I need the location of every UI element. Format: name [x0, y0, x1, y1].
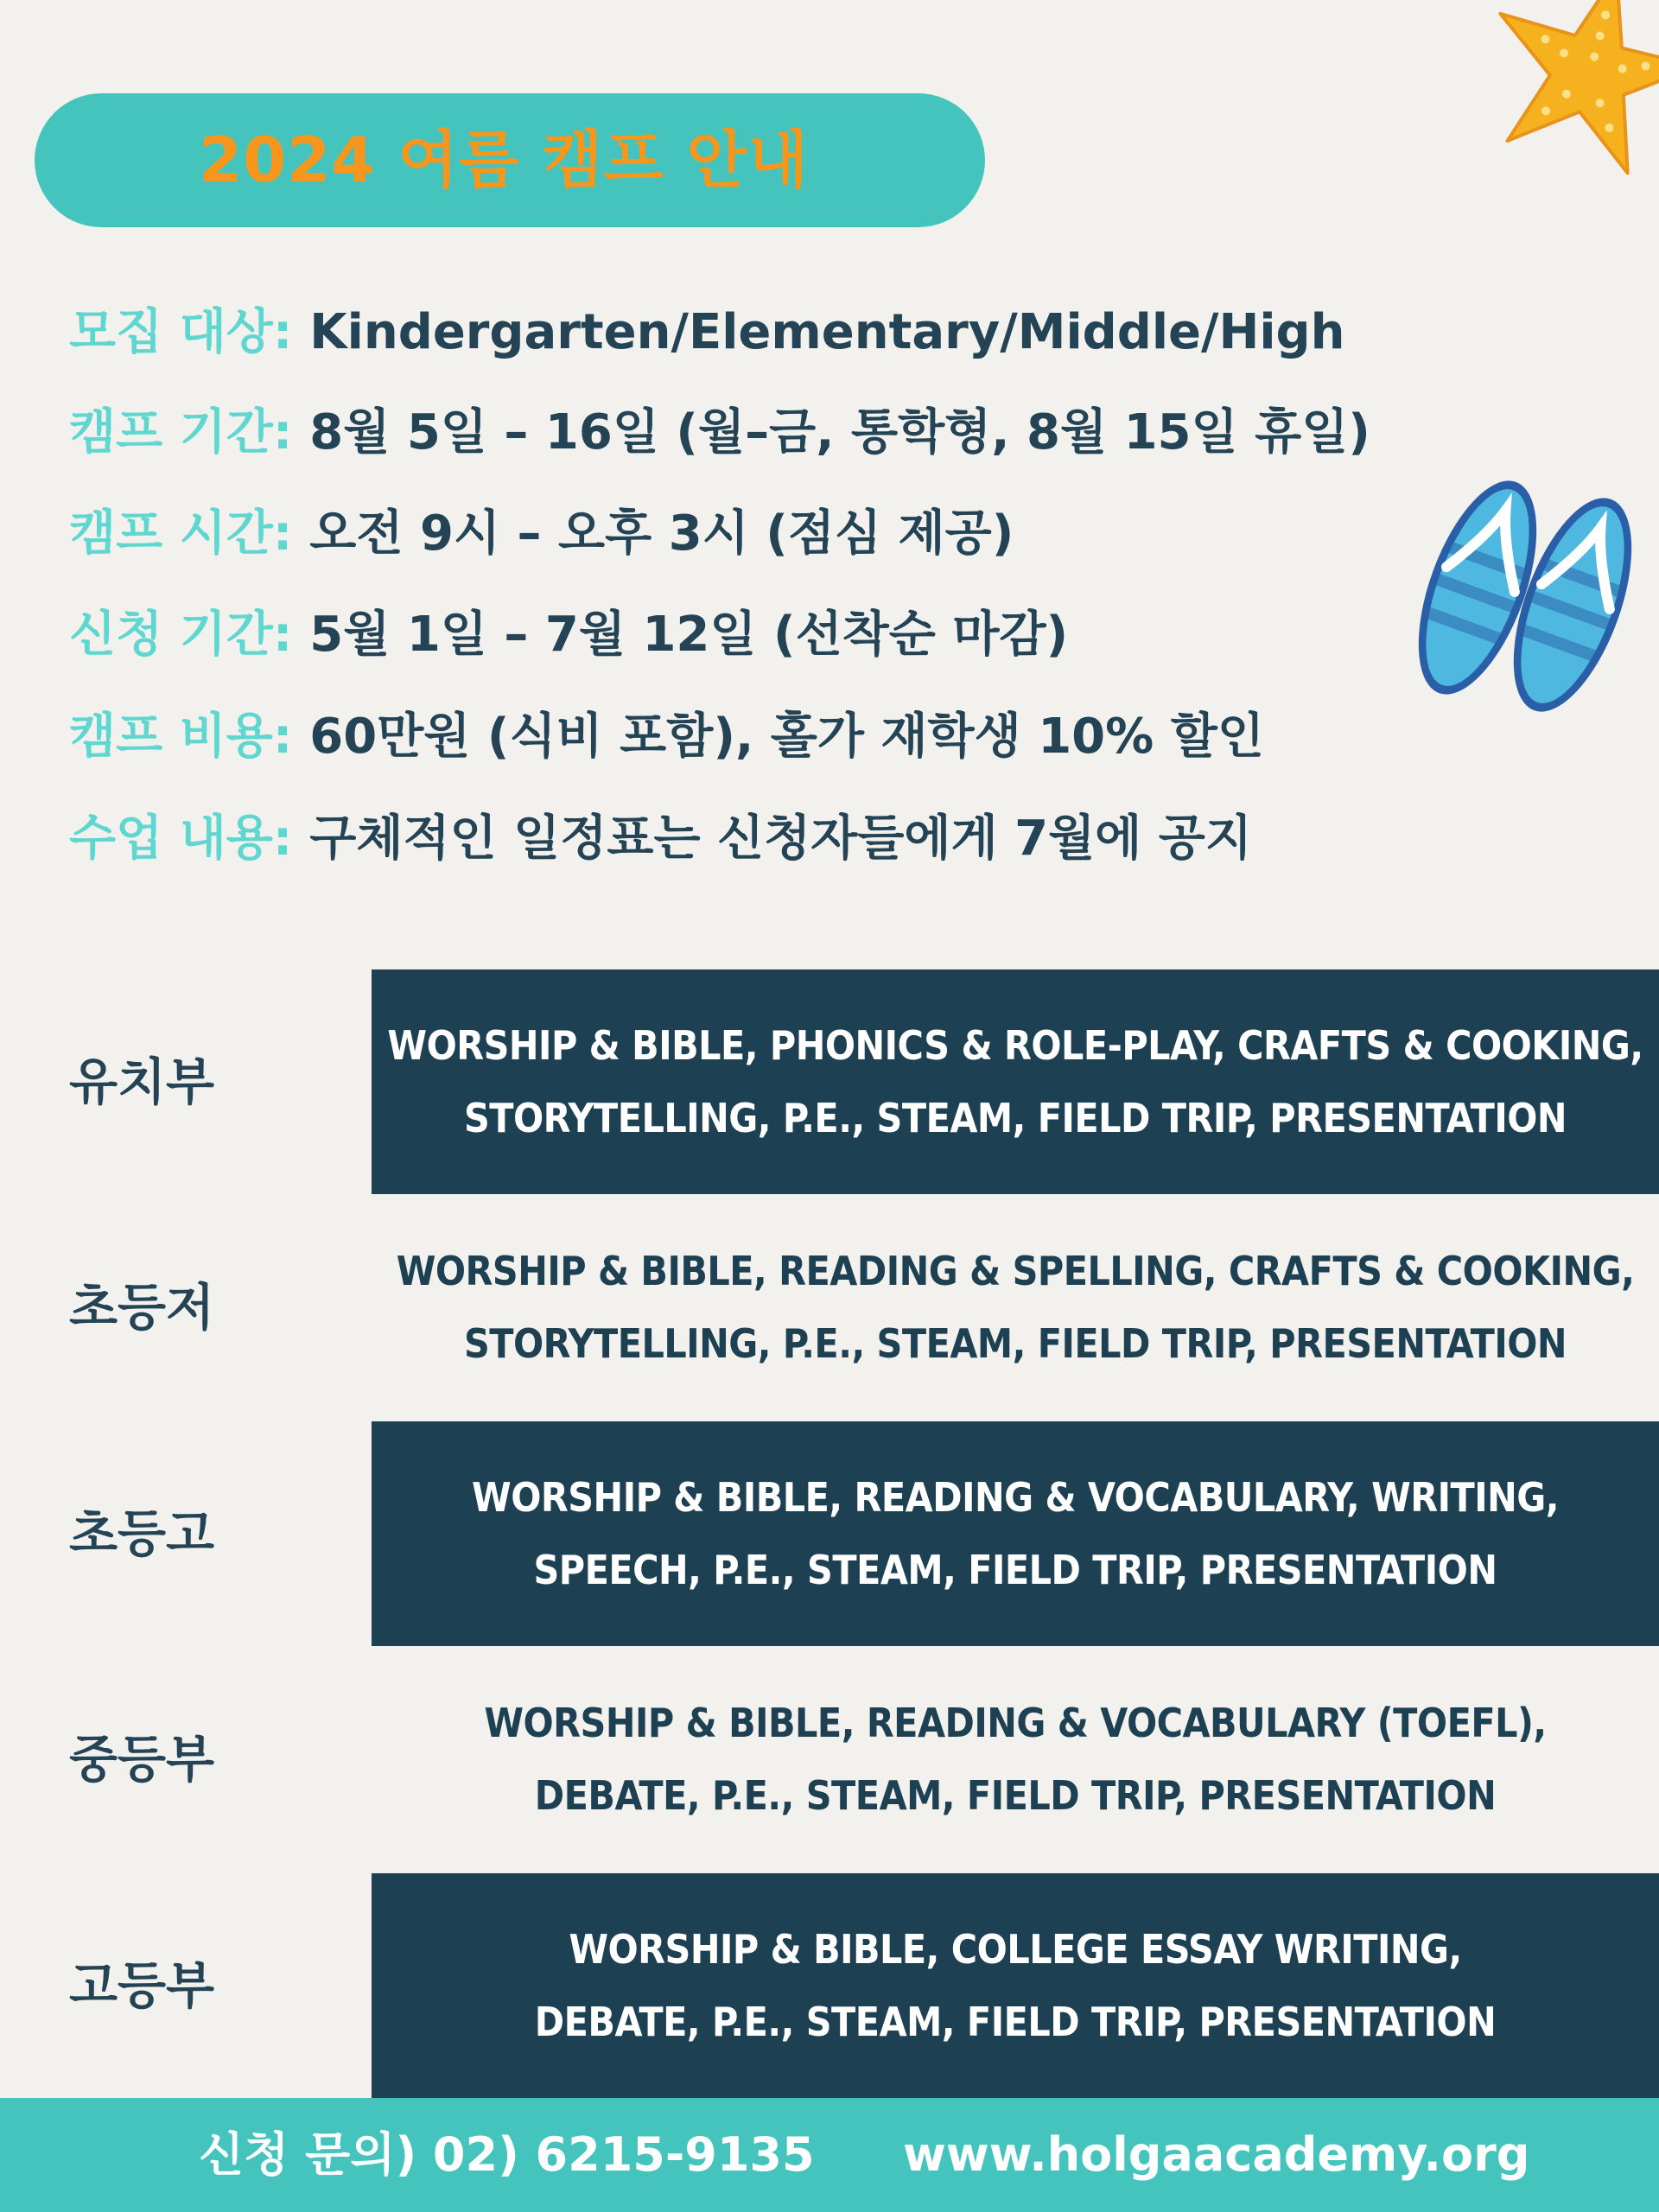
footer-bar [0, 2098, 1659, 2212]
department-row-upper-elementary [0, 1421, 1659, 1646]
department-row-high [0, 1873, 1659, 2098]
info-value: 구체적인 일정표는 신청자들에게 7월에 공지 [309, 810, 1252, 867]
curriculum-line: SPEECH, P.E., STEAM, FIELD TRIP, PRESENTATION [533, 1547, 1497, 1593]
info-label: 캠프 비용: [69, 709, 293, 765]
department-name: 유치부 [69, 1052, 215, 1111]
info-label: 캠프 시간: [69, 505, 293, 562]
page-title: 2024 여름 캠프 안내 [199, 124, 809, 196]
department-curriculum [372, 969, 1659, 1194]
department-curriculum [372, 1195, 1659, 1420]
curriculum-line: DEBATE, P.E., STEAM, FIELD TRIP, PRESENTATION [534, 1999, 1497, 2045]
info-label: 모집 대상: [69, 304, 293, 360]
info-row-application [69, 596, 1068, 674]
department-name: 초등저 [69, 1278, 215, 1337]
curriculum-line: WORSHIP & BIBLE, COLLEGE ESSAY WRITING, [569, 1926, 1462, 1973]
curriculum-line: WORSHIP & BIBLE, PHONICS & ROLE-PLAY, CRAFTS & COOKING, [387, 1022, 1643, 1069]
department-curriculum [372, 1421, 1659, 1646]
curriculum-line: STORYTELLING, P.E., STEAM, FIELD TRIP, PRESENTATION [463, 1320, 1567, 1367]
info-row-cost [69, 698, 1264, 776]
info-row-time [69, 495, 1014, 573]
title-banner [35, 93, 985, 227]
department-row-lower-elementary [0, 1195, 1659, 1420]
info-label: 신청 기간: [69, 607, 293, 663]
info-row-target [69, 294, 1344, 372]
department-curriculum [372, 1873, 1659, 2098]
info-value: 5월 1일 – 7월 12일 (선착순 마감) [309, 607, 1069, 663]
info-label: 수업 내용: [69, 810, 293, 867]
info-label: 캠프 기간: [69, 404, 293, 461]
info-row-curriculum [69, 800, 1252, 878]
info-row-period [69, 394, 1370, 472]
contact-phone: 신청 문의) 02) 6215-9135 [199, 2127, 815, 2182]
website-link[interactable]: www.holgaacademy.org [903, 2127, 1530, 2182]
info-value: Kindergarten/Elementary/Middle/High [309, 304, 1345, 360]
curriculum-line: DEBATE, P.E., STEAM, FIELD TRIP, PRESENTATION [534, 1772, 1497, 1819]
department-row-kindergarten [0, 969, 1659, 1194]
info-value: 오전 9시 – 오후 3시 (점심 제공) [309, 505, 1014, 562]
curriculum-line: WORSHIP & BIBLE, READING & SPELLING, CRAFTS & COOKING, [396, 1248, 1635, 1294]
flip-flops-icon [1408, 467, 1642, 726]
starfish-icon [1460, 0, 1659, 181]
department-name: 고등부 [69, 1956, 215, 2015]
curriculum-line: STORYTELLING, P.E., STEAM, FIELD TRIP, PRESENTATION [463, 1095, 1567, 1141]
department-name: 중등부 [69, 1730, 215, 1789]
curriculum-line: WORSHIP & BIBLE, READING & VOCABULARY, WRITING, [472, 1474, 1559, 1521]
department-curriculum [372, 1647, 1659, 1872]
info-value: 8월 5일 – 16일 (월–금, 통학형, 8월 15일 휴일) [309, 404, 1370, 461]
curriculum-line: WORSHIP & BIBLE, READING & VOCABULARY (TOEFL), [484, 1700, 1547, 1746]
department-row-middle [0, 1647, 1659, 1872]
department-name: 초등고 [69, 1504, 215, 1563]
info-value: 60만원 (식비 포함), 홀가 재학생 10% 할인 [309, 709, 1264, 765]
